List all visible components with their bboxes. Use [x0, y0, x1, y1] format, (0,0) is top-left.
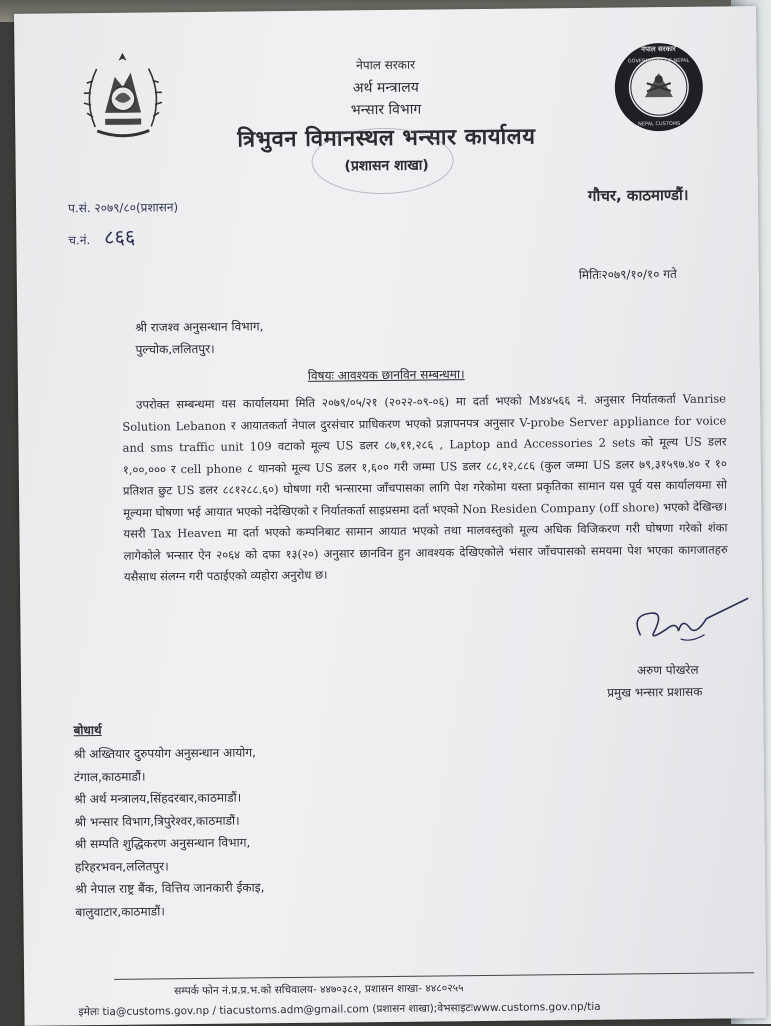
footer-email: इमेलः tia@customs.gov.np / tiacustoms.adm@gmail.com (प्रशासन शाखा);वेभसाइटःwww.customs.gov.np/tia — [78, 1000, 601, 1019]
seal-ring-top-text: GOVERNMENT OF NEPAL — [627, 57, 690, 65]
office-title: त्रिभुवन विमानस्थल भन्सार कार्यालय — [237, 124, 536, 153]
header-line-1: नेपाल सरकार — [356, 57, 416, 73]
footer-divider — [114, 972, 754, 980]
cc-heading: बोधार्थ — [73, 723, 102, 738]
cc-line: श्री भन्सार विभाग,त्रिपुरेश्वर,काठमाडौं। — [74, 813, 240, 829]
cc-line: बालुवाटार,काठमाडौं। — [75, 903, 165, 919]
header-line-2: अर्थ मन्त्रालय — [352, 79, 419, 97]
cc-line: श्री सम्पति शुद्धिकरण अनुसन्धान विभाग, — [74, 835, 251, 852]
office-subtitle: (प्रशासन शाखा) — [344, 157, 429, 175]
cc-list — [74, 741, 265, 923]
signatory-designation: प्रमुख भन्सार प्रशासक — [607, 684, 703, 700]
cc-line: हरिहरभवन,ललितपुर। — [74, 858, 169, 874]
addressee-line-1: श्री राजश्व अनुसन्धान विभाग, — [135, 319, 264, 335]
footer-phone: सम्पर्क फोन नं.प्र.प्र.भ.को सचिवालय- ४४७०३८२, प्रशासन शाखा- ४४८०२५५ — [174, 982, 464, 998]
office-stamp-mark — [311, 127, 454, 194]
cc-line: श्री अर्थ मन्त्रालय,सिंहदरबार,काठमाडौं। — [74, 790, 242, 807]
cc-line: श्री नेपाल राष्ट्र बैंक, वित्तिय जानकारी ईकाइ, — [75, 880, 265, 897]
cc-line: श्री अख्तियार दुरुपयोग अनुसन्धान आयोग, — [73, 745, 257, 762]
signature-mark — [620, 594, 751, 655]
signatory-name: अरुण पोखरेल — [636, 662, 699, 678]
letter-page — [14, 6, 767, 1026]
seal-top-text: नेपाल सरकार — [641, 44, 676, 54]
subject-line: विषयः आवश्यक छानविन सम्बन्धमा। — [307, 367, 465, 383]
letter-date: मितिः२०७९/१०/१० गते — [578, 266, 677, 282]
seal-ring-bottom-text: NEPAL CUSTOMS — [638, 120, 681, 128]
letter-body: उपरोक्त सम्बन्धमा यस कार्यालयमा मिति २०७९/०५/२१ (२०२२-०९-०६) मा दर्ता भएको M४४५६६ नं. अनुसार निर्यातकर्ता Vanrise Solution Lebanon र आयातकर्ता नेपाल दुरसंचार प्राधिकरण भएको प्रज्ञापनपत्र अनुसार V-probe Server appliance for voice and sms traffic unit 109 वटाको मूल्य US डलर ८७,११,२८६ , Laptop and Accessories 2 sets को मूल्य US डलर १,००,००० र cell phone ८ थानको मूल्य US डलर १,६०० गरी जम्मा US डलर ८८,१२,८८६ (कुल जम्मा US डलर ७९,३१५९७.४० र १० प्रतिशत छुट US डलर ८८१२८८.६०) घोषणा गरी भन्सारमा जाँचपासका लागि पेश गरेकोमा यस्ता प्रकृतिका सामान यस पूर्व यस कार्यालयमा सो मूल्यमा घोषणा भई आयात भएको नदेखिएको र निर्यातकर्ता साइप्रसमा दर्ता भएको Non Residen Company (off shore) भएको देखिन्छ। यसरी Tax Heaven मा दर्ता भएको कम्पनिबाट सामान आयात भएको तथा मालवस्तुको मूल्य अधिक विजिकरण गरी घोषणा गरेको शंका लागेकोले भन्सार ऐन २०६४ को दफा १३(२०) अनुसार छानविन हुन आवश्यक देखिएकोले भंसार जाँचपासको समयमा पेश भएका कागजातहरु यसैसाथ संलग्न गरी पठाईएको व्यहोरा अनुरोध छ। — [122, 391, 728, 584]
office-location: गौचर, काठमाण्डौं। — [587, 185, 689, 205]
cc-line: टंगाल,काठमाडौं। — [73, 769, 146, 784]
addressee-line-2: पुल्चोक,ललितपुर। — [135, 341, 215, 357]
chalani-label: च.नं. — [68, 233, 91, 248]
chalani-number: ८६६ — [103, 224, 136, 249]
reference-number: प.सं. २०७९/८०(प्रशासन) — [67, 200, 179, 216]
header-line-3: भन्सार विभाग — [350, 101, 422, 119]
